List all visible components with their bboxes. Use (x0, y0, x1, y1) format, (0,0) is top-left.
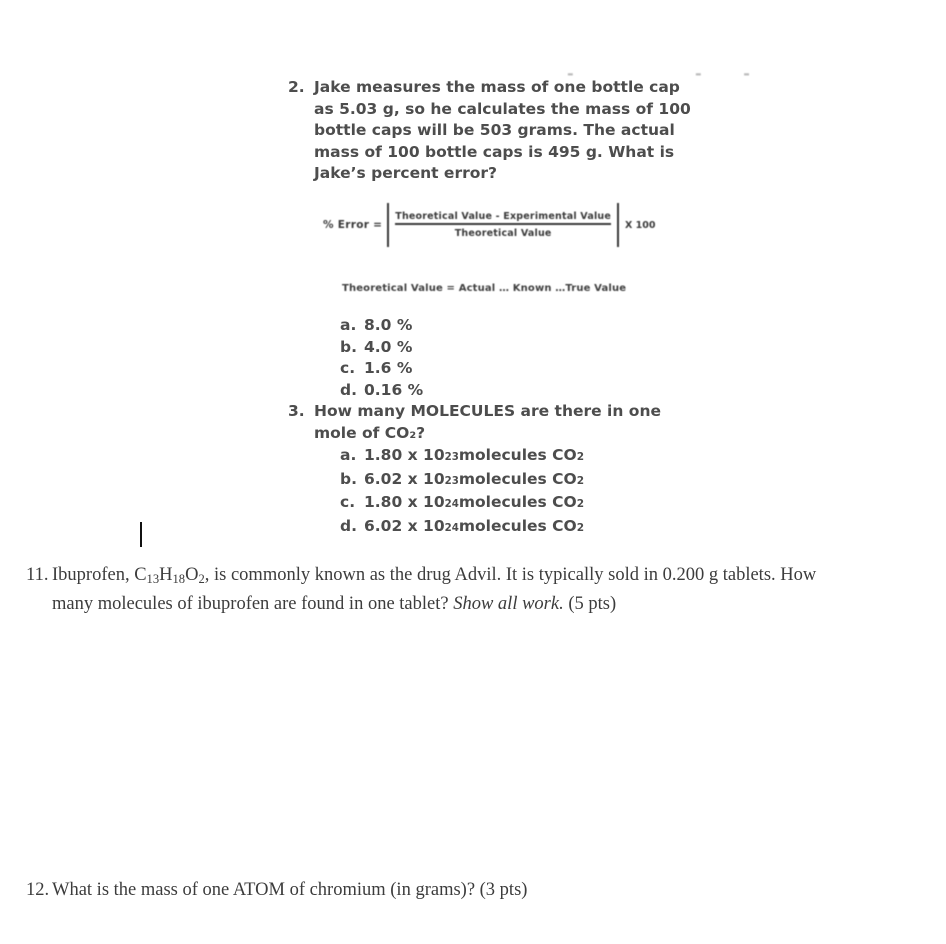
question-2-option-b[interactable] (340, 337, 423, 359)
option-b-unit: molecules CO (458, 469, 577, 488)
option-b-coefficient: 6.02 x 10 (364, 469, 445, 488)
question-2-option-a[interactable] (340, 315, 423, 337)
option-b-label: b. (340, 469, 357, 488)
option-d-text: 0.16 % (364, 380, 424, 399)
question-3-line-1: How many MOLECULES are there in one (314, 402, 661, 420)
formula-left-side: % Error = (323, 219, 383, 231)
question-11-points: (5 pts) (563, 593, 617, 614)
question-3-text (314, 401, 661, 444)
option-d-label: d. (340, 380, 357, 399)
option-c-text: 1.6 % (364, 359, 413, 377)
question-12-text: What is the mass of one ATOM of chromium (in grams)? (3 pts) (52, 880, 528, 900)
question-2-option-d[interactable] (340, 380, 423, 402)
question-3-option-d[interactable] (340, 516, 584, 540)
absolute-value-bar-right (617, 203, 619, 247)
option-d-unit: molecules CO (458, 516, 577, 535)
option-d-unit-subscript: 2 (576, 521, 585, 534)
percent-error-formula (323, 203, 655, 247)
question-11-line-2 (52, 592, 931, 617)
question-2-line-5: Jake’s percent error? (314, 164, 498, 182)
question-11-part-b: H (159, 565, 173, 585)
question-3-option-a[interactable] (340, 445, 584, 469)
option-b-text: 4.0 % (364, 337, 413, 356)
remnant-fragment-2: - - (695, 64, 768, 83)
option-a-exponent: 23 (444, 452, 459, 463)
question-2-number: 2. (288, 78, 305, 96)
remnant-fragment-1: - (567, 64, 574, 83)
option-d-coefficient: 6.02 x 10 (364, 516, 445, 535)
question-12 (26, 878, 931, 903)
theoretical-value-definition: Theoretical Value = Actual … Known …True Value (342, 283, 627, 294)
option-c-coefficient: 1.80 x 10 (364, 493, 445, 511)
formula-fraction (389, 208, 617, 242)
question-11-part-c: O (185, 565, 199, 585)
question-3-option-b[interactable] (340, 469, 584, 493)
option-c-unit-subscript: 2 (576, 498, 585, 510)
ibuprofen-hydrogen-count: 18 (172, 571, 186, 586)
option-c-label: c. (340, 493, 356, 511)
question-2-text (314, 77, 691, 185)
question-2-line-2: as 5.03 g, so he calculates the mass of 100 (314, 99, 691, 118)
question-11 (26, 563, 931, 617)
question-2-line-3: bottle caps will be 503 grams. The actual (314, 121, 675, 139)
option-c-exponent: 24 (444, 499, 459, 510)
option-b-exponent: 23 (444, 475, 459, 487)
option-a-unit: molecules CO (458, 446, 577, 464)
question-2-line-1: Jake measures the mass of one bottle cap (314, 78, 680, 96)
question-3-options (340, 445, 584, 539)
option-d-label: d. (340, 516, 357, 535)
question-2 (288, 77, 691, 185)
question-3-option-c[interactable] (340, 492, 584, 516)
question-3-line-2: mole of CO₂? (314, 423, 426, 442)
option-b-unit-subscript: 2 (576, 474, 585, 487)
ibuprofen-oxygen-count: 2 (198, 571, 205, 586)
question-11-part-d: , is commonly known as the drug Advil. It is typically sold in 0.200 g tablets. How (204, 565, 817, 585)
question-2-option-c[interactable] (340, 358, 423, 380)
question-11-part-a: Ibuprofen, C (52, 565, 147, 585)
ibuprofen-carbon-count: 13 (146, 571, 160, 586)
option-a-text: 8.0 % (364, 316, 413, 334)
question-11-number: 11. (26, 565, 49, 585)
option-c-label: c. (340, 359, 356, 377)
formula-right-side: X 100 (625, 219, 656, 231)
question-11-text (52, 563, 931, 617)
option-a-label: a. (340, 446, 357, 464)
option-c-unit: molecules CO (458, 493, 577, 511)
question-2-options (340, 315, 423, 401)
question-12-number: 12. (26, 880, 50, 900)
show-all-work-instruction: Show all work. (453, 593, 564, 614)
option-a-unit-subscript: 2 (576, 451, 585, 463)
option-b-label: b. (340, 337, 357, 356)
question-2-line-4: mass of 100 bottle caps is 495 g. What is (314, 142, 675, 161)
question-3 (288, 401, 661, 444)
clipped-line-remnant (0, 0, 946, 83)
formula-numerator: Theoretical Value - Experimental Value (395, 211, 612, 222)
option-d-exponent: 24 (444, 522, 459, 534)
formula-denominator: Theoretical Value (454, 228, 552, 239)
option-a-coefficient: 1.80 x 10 (364, 446, 445, 464)
question-3-number: 3. (288, 402, 305, 420)
option-a-label: a. (340, 316, 357, 334)
text-cursor-caret[interactable] (140, 522, 142, 547)
question-11-line2-part-a: many molecules of ibuprofen are found in one tablet? (52, 593, 454, 614)
